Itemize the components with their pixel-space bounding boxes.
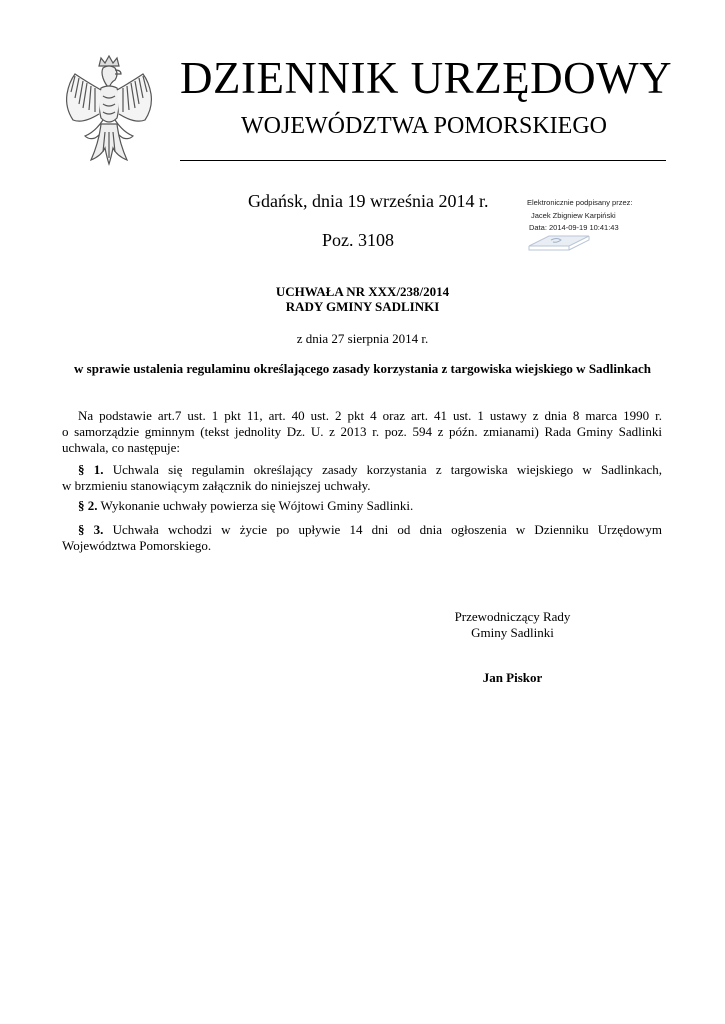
publication-place-date: Gdańsk, dnia 19 września 2014 r. xyxy=(248,191,489,211)
signature-stamp-icon xyxy=(527,232,593,254)
masthead-divider xyxy=(180,160,666,161)
section-label: § 3. xyxy=(78,522,104,537)
resolution-issuer: RADY GMINY SADLINKI xyxy=(285,299,440,314)
publication-position: Poz. 3108 xyxy=(322,230,394,250)
resolution-subject: w sprawie ustalenia regulaminu określającego zasady korzystania z targowiska wiejskiego w Sadlinkach xyxy=(74,361,651,376)
resolution-date: z dnia 27 sierpnia 2014 r. xyxy=(296,331,429,346)
signer-role-line: Przewodniczący Rady xyxy=(454,609,571,624)
section-label: § 1. xyxy=(78,462,104,477)
e-signature-heading: Elektronicznie podpisany przez: xyxy=(527,198,633,207)
paragraph-text: Uchwała wchodzi w życie po upływie 14 dni od dnia ogłoszenia w Dzienniku Urzędowym xyxy=(112,522,663,537)
section-label: § 2. xyxy=(78,498,98,513)
polish-eagle-emblem-icon xyxy=(58,52,160,168)
section-paragraph-3 xyxy=(62,522,662,554)
paragraph-text: Wykonanie uchwały powierza się Wójtowi Gminy Sadlinki. xyxy=(100,498,414,513)
e-signature-signer: Jacek Zbigniew Karpiński xyxy=(531,211,616,220)
section-paragraph-1 xyxy=(62,462,662,494)
legal-basis-line: Na podstawie art.7 ust. 1 pkt 11, art. 40 ust. 2 pkt 4 oraz art. 41 ust. 1 ustawy z dnia 8 marca 1990 r. xyxy=(78,408,662,423)
masthead-subtitle: WOJEWÓDZTWA POMORSKIEGO xyxy=(241,113,607,139)
paragraph-text: Uchwala się regulamin określający zasady korzystania z targowiska wiejskiego w Sadlinkach, xyxy=(112,462,662,477)
legal-basis-line: o samorządzie gminnym (tekst jednolity Dz. U. z 2013 r. poz. 594 z późn. zmianami) Rada Gminy Sadlinki xyxy=(62,424,662,439)
section-paragraph-2 xyxy=(62,498,662,514)
masthead-title: DZIENNIK URZĘDOWY xyxy=(180,53,673,103)
paragraph-line: w brzmieniu stanowiącym załącznik do niniejszej uchwały. xyxy=(62,478,371,493)
resolution-number: UCHWAŁA NR XXX/238/2014 xyxy=(275,284,450,299)
legal-basis-paragraph xyxy=(62,408,662,456)
paragraph-line xyxy=(62,462,662,478)
paragraph-line: Województwa Pomorskiego. xyxy=(62,538,212,553)
signer-role-line: Gminy Sadlinki xyxy=(471,625,554,640)
legal-basis-line: uchwala, co następuje: xyxy=(62,440,181,455)
signer-name: Jan Piskor xyxy=(482,670,543,685)
e-signature-date: Data: 2014-09-19 10:41:43 xyxy=(529,223,619,232)
paragraph-line xyxy=(62,498,662,514)
paragraph-line xyxy=(62,522,662,538)
signer-role xyxy=(435,609,590,641)
